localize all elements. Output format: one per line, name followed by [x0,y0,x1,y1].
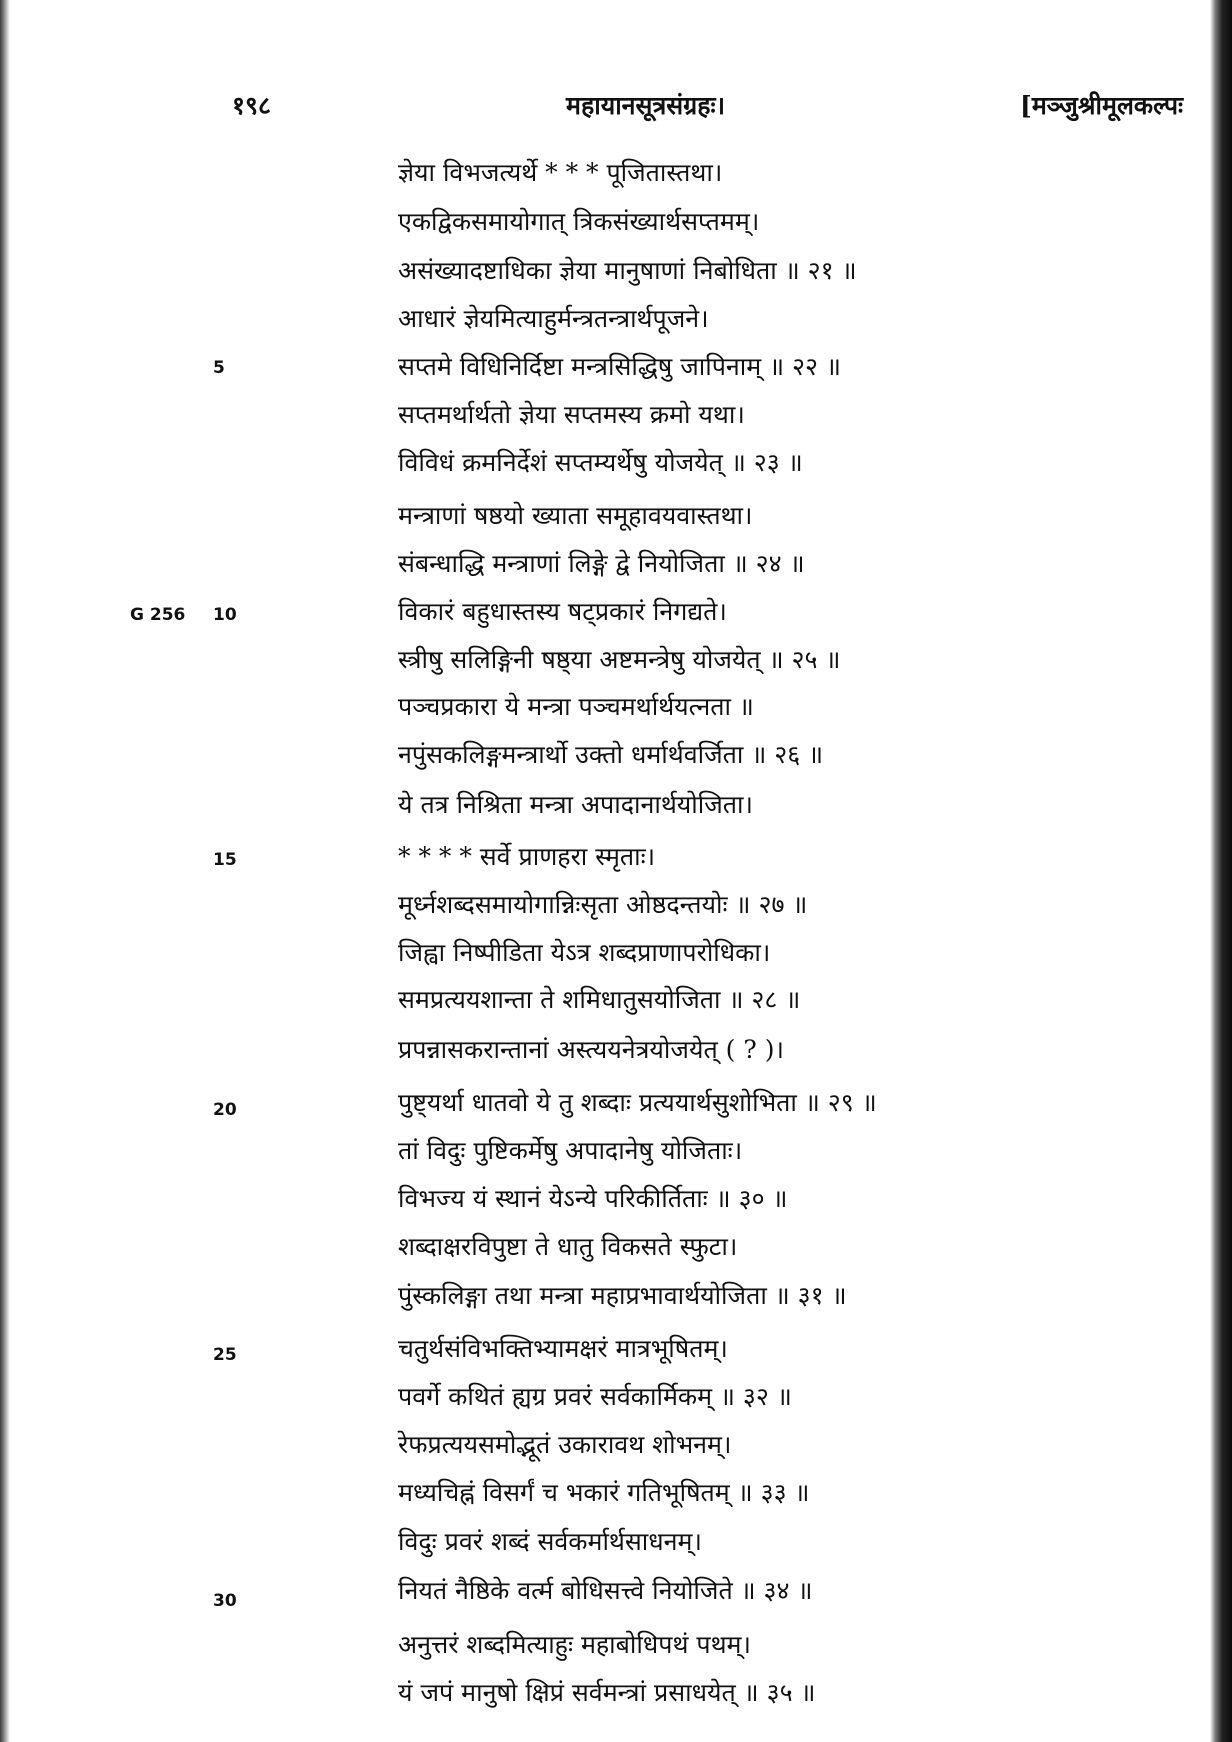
verse-line: मध्यचिह्नं विसर्गं च भकारं गतिभूषितम् ॥ ३३ ॥ [398,1478,810,1507]
section-title: [मञ्जुश्रीमूलकल्पः [1020,91,1184,120]
verse-line: पुष्ट्यर्था धातवो ये तु शब्दाः प्रत्ययार्थसुशोभिता ॥ २९ ॥ [398,1088,877,1117]
verse-line: ज्ञेया विभजत्यर्थे * * * पूजितास्तथा। [398,158,723,187]
verse-line: ये तत्र निश्रिता मन्त्रा अपादानार्थयोजिता। [398,790,753,819]
verse-line: अनुत्तरं शब्दमित्याहुः महाबोधिपथं पथम्। [398,1630,751,1659]
page-number: १९८ [232,91,272,120]
verse-line: नपुंसकलिङ्गमन्त्रार्थो उक्तो धर्मार्थवर्जिता ॥ २६ ॥ [398,740,824,769]
verse-line: विभज्य यं स्थानं येऽन्ये परिकीर्तिताः ॥ ३० ॥ [398,1184,788,1213]
verse-line: विविधं क्रमनिर्देशं सप्तम्यर्थेषु योजयेत् ॥ २३ ॥ [398,448,803,477]
verse-line: पवर्गे कथितं ह्यग्र प्रवरं सर्वकार्मिकम् ॥ ३२ ॥ [398,1382,792,1411]
verse-line: आधारं ज्ञेयमित्याहुर्मन्त्रतन्त्रार्थपूजने। [398,304,709,333]
verse-line: स्त्रीषु सलिङ्गिनी षष्ठ्या अष्टमन्त्रेषु योजयेत् ॥ २५ ॥ [398,645,841,674]
verse-line: संबन्धाद्धि मन्त्राणां लिङ्गे द्वे नियोजिता ॥ २४ ॥ [398,549,805,578]
verse-line: * * * * सर्वे प्राणहरा स्मृताः। [398,842,656,871]
line-number-5: 5 [213,358,225,378]
running-title: महायानसूत्रसंग्रहः। [566,91,726,120]
verse-line: असंख्यादष्टाधिका ज्ञेया मानुषाणां निबोधिता ॥ २१ ॥ [398,256,857,285]
verse-line: प्रपन्नासकरान्तानां अस्त्ययनेत्रयोजयेत् ( ? )। [398,1035,784,1064]
verse-line: मन्त्राणां षष्ठयो ख्याता समूहावयवास्तथा। [398,501,753,530]
verse-line: एकद्विकसमायोगात् त्रिकसंख्यार्थसप्तमम्। [398,207,760,236]
verse-line: चतुर्थसंविभक्तिभ्यामक्षरं मात्रभूषितम्। [398,1334,728,1363]
verse-line: पुंस्कलिङ्गा तथा मन्त्रा महाप्रभावार्थयोजिता ॥ ३१ ॥ [398,1281,847,1310]
right-page-edge-shadow [1210,0,1232,1742]
line-number-20: 20 [213,1100,237,1120]
line-number-30: 30 [213,1591,237,1611]
line-number-15: 15 [213,850,237,870]
verse-line: समप्रत्ययशान्ता ते शमिधातुसयोजिता ॥ २८ ॥ [398,985,801,1014]
verse-line: विदुः प्रवरं शब्दं सर्वकर्मार्थसाधनम्। [398,1527,702,1556]
verse-line: रेफप्रत्ययसमोद्भूतं उकारावथ शोभनम्। [398,1430,732,1459]
verse-line: तां विदुः पुष्टिकर्मेषु अपादानेषु योजिताः। [398,1136,743,1165]
margin-reference: G 256 [130,605,186,625]
verse-line: यं जपं मानुषो क्षिप्रं सर्वमन्त्रां प्रसाधयेत् ॥ ३५ ॥ [398,1678,816,1707]
verse-line: नियतं नैष्ठिके वर्त्म बोधिसत्त्वे नियोजिते ॥ ३४ ॥ [398,1576,813,1605]
verse-line: सप्तमर्थार्थतो ज्ञेया सप्तमस्य क्रमो यथा। [398,400,745,429]
left-page-edge-shadow [0,0,10,1742]
verse-line: पञ्चप्रकारा ये मन्त्रा पञ्चमर्थार्थयत्नता ॥ [398,692,754,721]
verse-line: शब्दाक्षरविपुष्टा ते धातु विकसते स्फुटा। [398,1232,738,1261]
verse-line: विकारं बहुधास्तस्य षट्प्रकारं निगद्यते। [398,597,727,626]
verse-line: जिह्वा निष्पीडिता येऽत्र शब्दप्राणापरोधिका। [398,938,771,967]
verse-line: मूर्ध्नशब्दसमायोगान्निःसृता ओष्ठदन्तयोः ॥ २७ ॥ [398,890,808,919]
line-number-10: 10 [213,605,237,625]
verse-line: सप्तमे विधिनिर्दिष्टा मन्त्रसिद्धिषु जापिनाम् ॥ २२ ॥ [398,352,841,381]
line-number-25: 25 [213,1345,237,1365]
